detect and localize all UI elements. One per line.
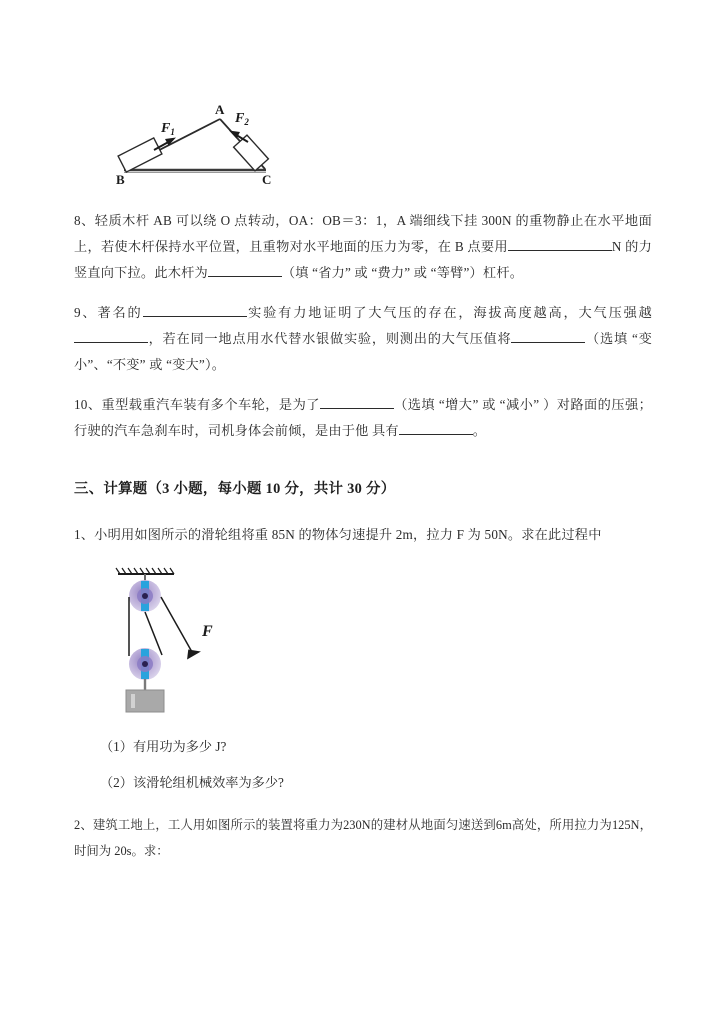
question-9 bbox=[74, 300, 652, 378]
answer-blank-9c[interactable] bbox=[511, 328, 585, 343]
lever-diagram bbox=[102, 96, 302, 188]
question-8-text-part1: 轻质木杆 AB 可以绕 O 点转动，OA：OB＝3：1，A 端细线下挂 300N 的重物静止在水平地面上，若使木杆保持水平位置，且重物对水平地面的压力为零，在 B 点要用 bbox=[74, 213, 652, 254]
pulley-system-svg bbox=[96, 564, 236, 714]
question-8-text-part2: N 的力竖直向下拉。此木杆为 bbox=[74, 239, 652, 280]
question-9-text-part1: 著名的 bbox=[97, 305, 143, 320]
question-9-text-part4: （选填 “变小”、“不变” 或 “变大”）。 bbox=[74, 331, 652, 372]
lever-label-B: B bbox=[116, 172, 125, 187]
question-9-text-part2: 实验有力地证明了大气压的存在，海拔高度越高，大气压强越 bbox=[246, 305, 652, 320]
lever-label-F2: $F_2$ bbox=[235, 111, 249, 127]
answer-blank-8a[interactable] bbox=[508, 236, 612, 251]
hanging-block bbox=[126, 690, 164, 712]
section-3-heading: 三、计算题（3 小题，每小题 10 分，共计 30 分） bbox=[74, 481, 396, 497]
calc-question-1-sub-2: （2）该滑轮组机械效率为多少? bbox=[100, 775, 284, 790]
question-9-number: 9、 bbox=[74, 305, 98, 320]
lever-label-A: A bbox=[215, 102, 225, 117]
question-10-text-part3: 。 bbox=[472, 423, 487, 438]
question-10-text-part2: （选填 “增大” 或 “减小” ）对路面的压强；行驶的汽车急刹车时，司机身体会前倾，是由于他 具有 bbox=[74, 397, 652, 438]
ceiling-support bbox=[116, 568, 174, 582]
pulley-label-F: F bbox=[202, 623, 213, 640]
fixed-pulley bbox=[129, 580, 161, 612]
answer-blank-9a[interactable] bbox=[143, 302, 247, 317]
question-10-text-part1: 重型载重汽车装有多个车轮，是为了 bbox=[101, 397, 320, 412]
question-9-text-part3: ，若在同一地点用水代替水银做实验，则测出的大气压值将 bbox=[148, 331, 512, 346]
lever-diagram-svg bbox=[102, 96, 302, 188]
force-arrow-F bbox=[183, 623, 213, 659]
question-10-number: 10、 bbox=[74, 397, 102, 412]
answer-blank-8b[interactable] bbox=[208, 262, 282, 277]
lever-label-C: C bbox=[262, 172, 272, 187]
calc-question-1-sub-1: （1）有用功为多少 J? bbox=[100, 739, 227, 754]
calc-question-1-stem: 1、小明用如图所示的滑轮组将重 85N 的物体匀速提升 2m，拉力 F 为 50N。求在此过程中 bbox=[74, 527, 602, 542]
pulley-system-diagram bbox=[96, 564, 236, 714]
movable-pulley bbox=[129, 648, 161, 680]
page-content bbox=[74, 96, 652, 864]
lever-label-F1: $F_1$ bbox=[161, 121, 175, 137]
question-8 bbox=[74, 208, 652, 286]
question-8-text-part3: （填 “省力” 或 “费力” 或 “等臂”）杠杆。 bbox=[281, 265, 524, 280]
calc-question-2-stem: 2、建筑工地上，工人用如图所示的装置将重力为230N的建材从地面匀速送到6m高处，所用拉力为125N，时间为 20s。求： bbox=[74, 818, 652, 858]
answer-blank-9b[interactable] bbox=[74, 328, 148, 343]
answer-blank-10a[interactable] bbox=[320, 394, 394, 409]
question-8-number: 8、 bbox=[74, 213, 95, 228]
question-10 bbox=[74, 392, 652, 444]
answer-blank-10b[interactable] bbox=[399, 420, 473, 435]
